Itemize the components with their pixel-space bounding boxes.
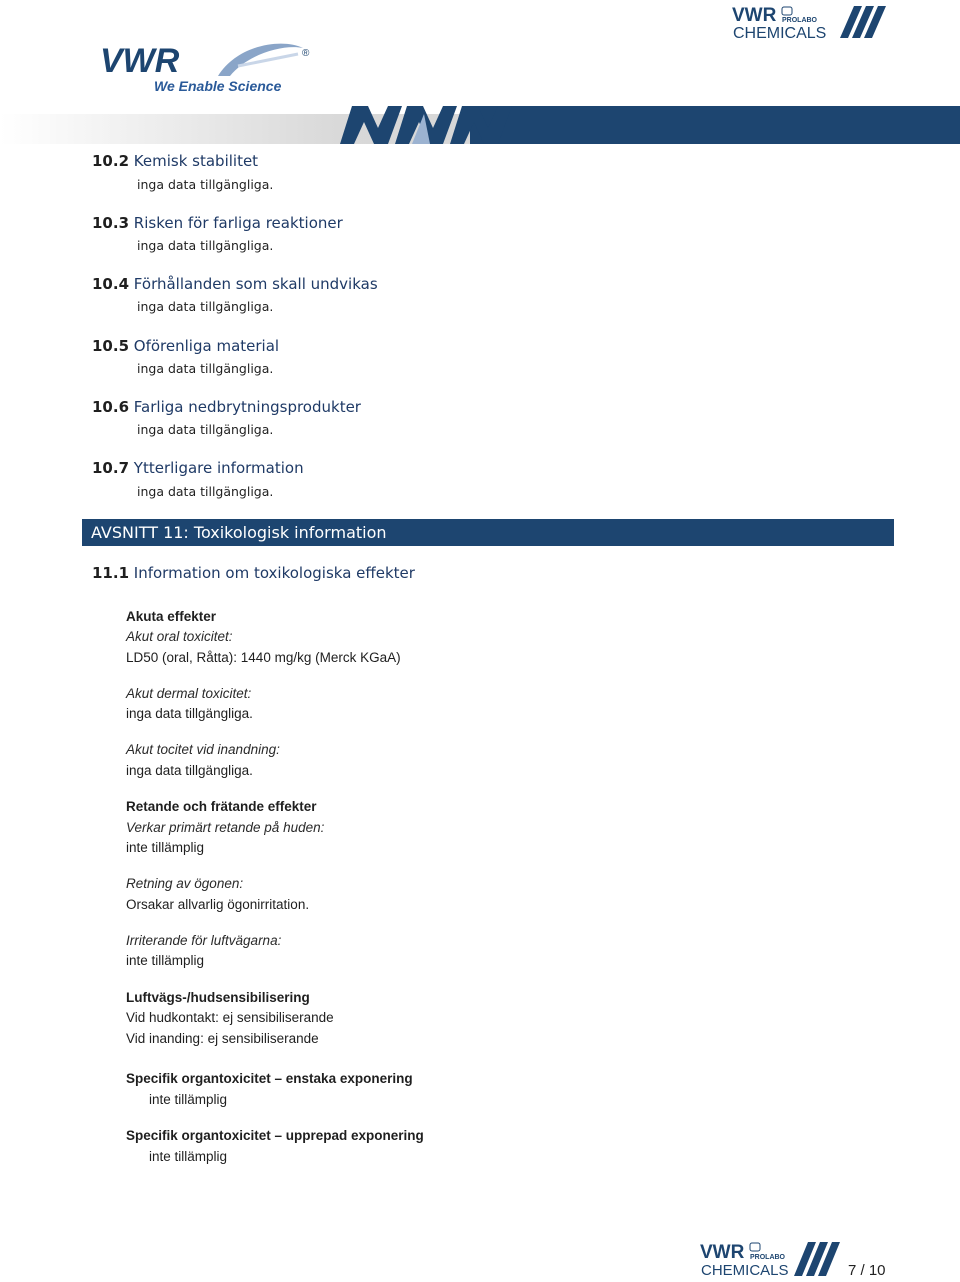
header-logo-stripes [840,6,886,38]
subsection-body: inga data tillgängliga. [137,422,274,437]
logo-tagline: We Enable Science [154,78,282,94]
header-logo-brand: VWR [732,5,777,26]
acute-inhalation-value: inga data tillgängliga. [126,763,253,778]
logo-registered-mark: ® [302,48,310,59]
subsection-heading [92,275,378,293]
subsection-body: inga data tillgängliga. [137,177,274,192]
subsection-title: Farliga nedbrytningsprodukter [133,398,361,416]
vwr-chemicals-footer-logo [700,1240,845,1278]
stot-single-heading: Specifik organtoxicitet – enstaka exponering [126,1071,413,1086]
subsection-number: 11.1 [92,564,130,582]
eye-irritation-value: Orsakar allvarlig ögonirritation. [126,897,310,912]
stot-single-value: inte tillämplig [149,1092,228,1107]
footer-logo-line2: CHEMICALS [701,1262,789,1278]
subsection-title: Risken för farliga reaktioner [133,214,343,232]
corrosive-effects-heading: Retande och frätande effekter [126,799,317,814]
subsection-heading [92,152,258,170]
footer-bdh-badge-icon [750,1243,760,1251]
section-title-bar: AVSNITT 11: Toxikologisk information [82,519,894,546]
bdh-badge-icon [782,7,792,15]
footer-logo-stripes [794,1242,840,1276]
subsection-body: inga data tillgängliga. [137,299,274,314]
subsection-title: Oförenliga material [133,337,280,355]
subsection-title: Kemisk stabilitet [133,152,259,170]
subsection-number: 10.5 [92,337,130,355]
stot-repeated-heading: Specifik organtoxicitet – upprepad exponering [126,1128,424,1143]
page-number: 7 / 10 [848,1262,886,1279]
acute-oral-value: LD50 (oral, Råtta): 1440 mg/kg (Merck KGaA) [126,650,401,665]
sensitisation-heading: Luftvägs-/hudsensibilisering [126,990,310,1005]
subsection-number: 10.2 [92,152,130,170]
subsection-number: 10.7 [92,459,130,477]
subsection-number: 10.6 [92,398,130,416]
logo-brand-text: VWR [100,42,180,80]
subsection-heading [92,337,279,355]
sensitisation-skin: Vid hudkontakt: ej sensibiliserande [126,1010,334,1025]
vwr-chemicals-header-logo [732,4,892,40]
subsection-heading [92,214,343,232]
respiratory-irritation-value: inte tillämplig [126,953,205,968]
sensitisation-inhalation: Vid inanding: ej sensibiliserande [126,1031,319,1046]
acute-effects-heading: Akuta effekter [126,609,217,624]
vwr-we-enable-science-logo [98,36,328,98]
header-band [0,106,960,144]
acute-dermal-value: inga data tillgängliga. [126,706,253,721]
footer-logo-subbrand: PROLABO [750,1254,785,1261]
header-logo-line2: CHEMICALS [733,25,827,40]
subsection-heading [92,459,304,477]
subsection-title: Förhållanden som skall undvikas [133,275,378,293]
skin-irritation-label: Verkar primärt retande på huden: [126,820,325,835]
header-logo-subbrand: PROLABO [782,17,817,24]
eye-irritation-label: Retning av ögonen: [126,876,244,891]
logo-swoosh [218,44,303,76]
subsection-number: 10.3 [92,214,130,232]
subsection-body: inga data tillgängliga. [137,238,274,253]
respiratory-irritation-label: Irriterande för luftvägarna: [126,933,282,948]
skin-irritation-value: inte tillämplig [126,840,205,855]
subsection-heading [92,398,361,416]
stot-repeated-value: inte tillämplig [149,1149,228,1164]
subsection-heading [92,564,415,582]
acute-oral-label: Akut oral toxicitet: [126,629,233,644]
subsection-number: 10.4 [92,275,130,293]
subsection-body: inga data tillgängliga. [137,484,274,499]
subsection-title: Ytterligare information [133,459,304,477]
footer-logo-brand: VWR [700,1242,745,1263]
acute-inhalation-label: Akut tocitet vid inandning: [126,742,280,757]
acute-dermal-label: Akut dermal toxicitet: [126,686,252,701]
subsection-body: inga data tillgängliga. [137,361,274,376]
subsection-title: Information om toxikologiska effekter [133,564,415,582]
